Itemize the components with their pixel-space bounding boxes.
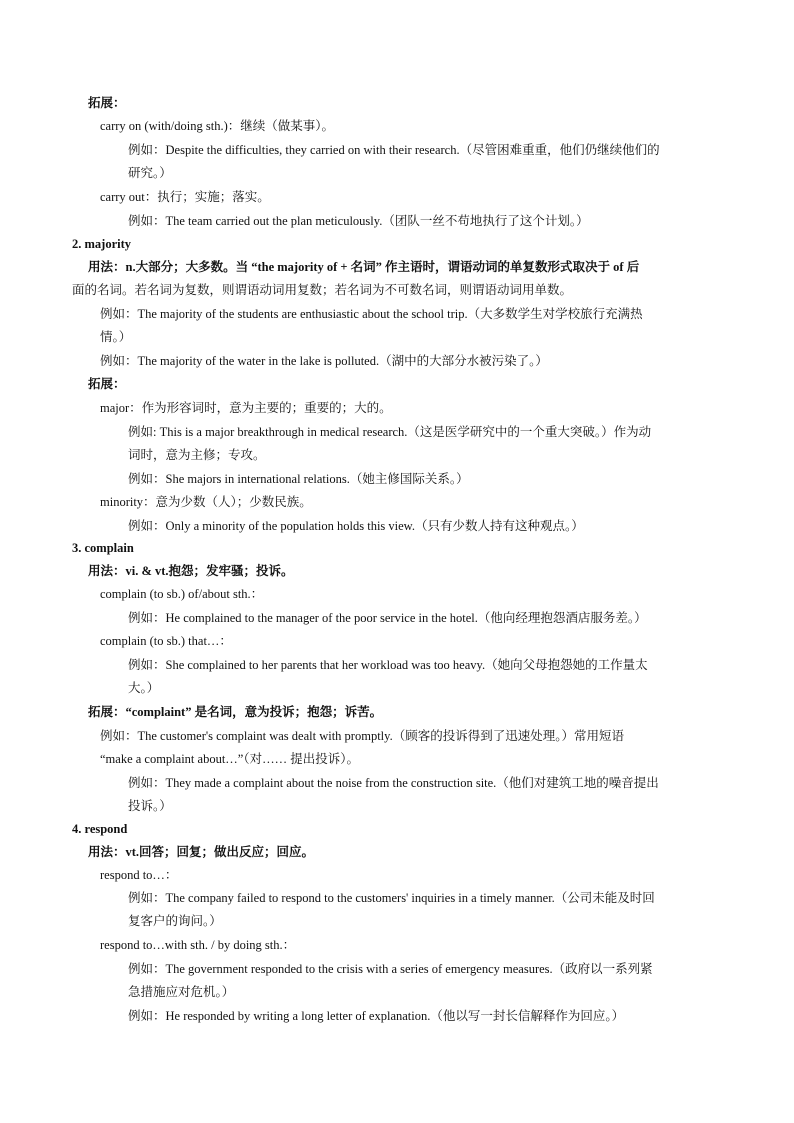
heading-majority: 2. majority [72, 237, 132, 251]
phrase-complain-of: complain (to sb.) of/about sth.： [100, 587, 264, 601]
expansion-label: 拓展： [88, 96, 126, 110]
example-line-cont: 词时，意为主修；专攻。 [128, 448, 266, 462]
usage-majority: 用法：n.大部分；大多数。当 “the majority of + 名词” 作主语时，谓语动词的单复数形式取决于 of 后 [88, 260, 640, 274]
example-line: 例如：He complained to the manager of the poor service in the hotel.（他向经理抱怨酒店服务差。） [128, 611, 647, 625]
example-line: 例如：The customer's complaint was dealt with promptly.（顾客的投诉得到了迅速处理。）常用短语 [100, 729, 624, 743]
usage-respond: 用法：vt.回答；回复；做出反应；回应。 [88, 845, 315, 859]
expansion-complaint: 拓展：“complaint” 是名词，意为投诉；抱怨；诉苦。 [88, 705, 383, 719]
phrase-carry-out: carry out：执行；实施；落实。 [100, 190, 270, 204]
example-line: 例如: This is a major breakthrough in medical research.（这是医学研究中的一个重大突破。）作为动 [128, 425, 652, 439]
example-line: 例如：Despite the difficulties, they carried on with their research.（尽管困难重重，他们仍继续他们的 [128, 143, 660, 157]
phrase-carry-on: carry on (with/doing sth.)：继续（做某事）。 [100, 119, 335, 133]
example-line-cont: 大。） [128, 681, 160, 695]
example-line-cont: 研究。） [128, 166, 172, 180]
example-line-cont: 复客户的询问。） [128, 914, 222, 928]
example-line: 例如：The team carried out the plan meticulously.（团队一丝不苟地执行了这个计划。） [128, 214, 589, 228]
example-line: 例如：The majority of the water in the lake is polluted.（湖中的大部分水被污染了。） [100, 354, 548, 368]
example-line: 例如：The majority of the students are enthusiastic about the school trip.（大多数学生对学校旅行充满热 [100, 307, 643, 321]
example-line: 例如：She majors in international relations.（她主修国际关系。） [128, 472, 469, 486]
example-line-cont: 情。） [100, 330, 132, 344]
phrase-respond-with: respond to…with sth. / by doing sth.： [100, 938, 296, 952]
expansion-label: 拓展： [88, 377, 126, 391]
heading-complain: 3. complain [72, 541, 134, 555]
phrase-minority: minority：意为少数（人）；少数民族。 [100, 495, 312, 509]
example-line: 例如：Only a minority of the population holds this view.（只有少数人持有这种观点。） [128, 519, 584, 533]
example-line-cont: 投诉。） [128, 799, 172, 813]
example-line: 例如：She complained to her parents that her workload was too heavy.（她向父母抱怨她的工作量太 [128, 658, 648, 672]
example-line-cont: “make a complaint about…”（对…… 提出投诉）。 [100, 752, 359, 766]
heading-respond: 4. respond [72, 822, 128, 836]
example-line: 例如：The company failed to respond to the customers' inquiries in a timely manner.（公司未能及时回 [128, 891, 655, 905]
phrase-respond-to: respond to…： [100, 868, 178, 882]
phrase-major: major：作为形容词时，意为主要的；重要的；大的。 [100, 401, 392, 415]
example-line: 例如：They made a complaint about the noise from the construction site.（他们对建筑工地的噪音提出 [128, 776, 659, 790]
usage-complain: 用法：vi. & vt.抱怨；发牢骚；投诉。 [88, 564, 294, 578]
example-line-cont: 急措施应对危机。） [128, 985, 235, 999]
example-line: 例如：He responded by writing a long letter of explanation.（他以写一封长信解释作为回应。） [128, 1009, 625, 1023]
phrase-complain-that: complain (to sb.) that…： [100, 634, 232, 648]
usage-majority-cont: 面的名词。若名词为复数，则谓语动词用复数；若名词为不可数名词，则谓语动词用单数。 [72, 283, 573, 297]
example-line: 例如：The government responded to the crisis with a series of emergency measures.（政府以一系列紧 [128, 962, 653, 976]
